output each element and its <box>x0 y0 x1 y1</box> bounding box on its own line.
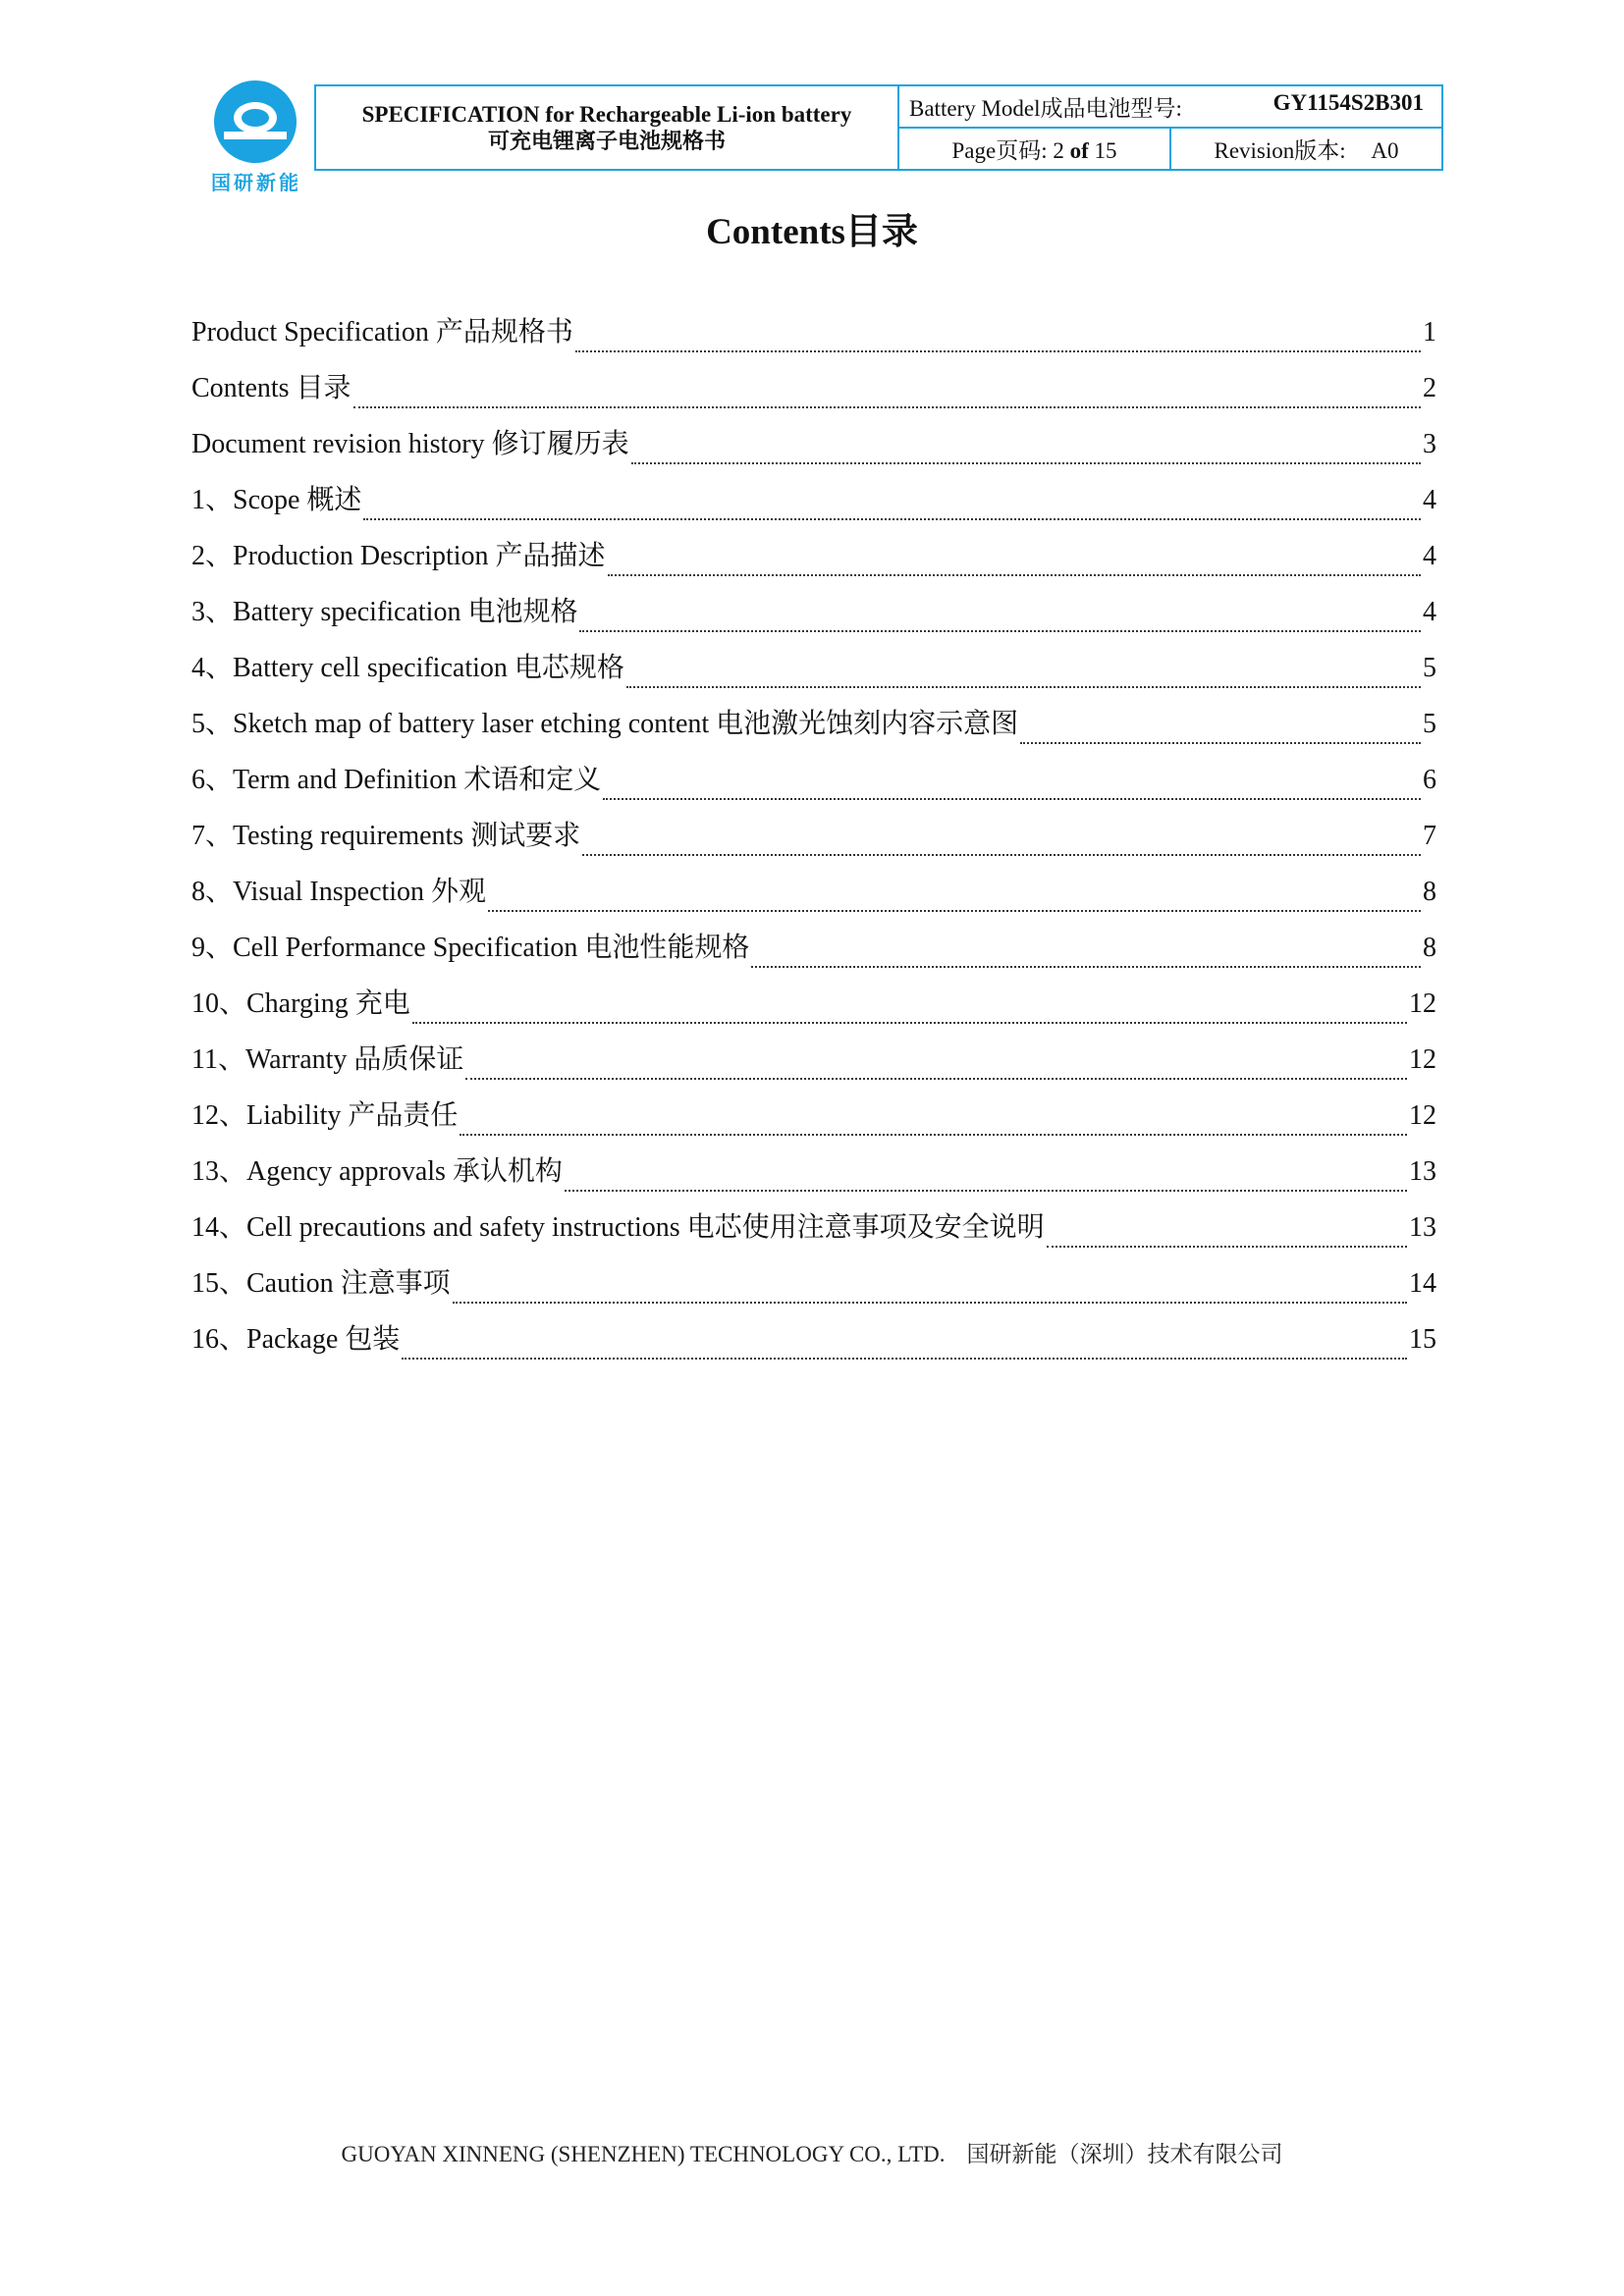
toc-entry[interactable] <box>191 1317 1436 1373</box>
toc-entry[interactable] <box>191 646 1436 702</box>
model-label: Battery Model成品电池型号: <box>909 96 1182 121</box>
toc-entry-page: 3 <box>1423 429 1436 459</box>
toc-entry-page: 4 <box>1423 541 1436 571</box>
toc-entry[interactable] <box>191 1094 1436 1149</box>
page-label: Page页码: <box>951 138 1048 163</box>
toc-entry[interactable] <box>191 870 1436 926</box>
toc-entry-label: 4、Battery cell specification 电芯规格 <box>191 653 624 683</box>
toc-leader-dots <box>751 966 1421 968</box>
toc-leader-dots <box>453 1302 1407 1304</box>
toc-entry-label: 3、Battery specification 电池规格 <box>191 597 578 627</box>
table-of-contents <box>191 310 1436 1373</box>
header-table <box>314 84 1443 171</box>
page-cell <box>898 128 1170 170</box>
toc-entry[interactable] <box>191 590 1436 646</box>
toc-entry-page: 13 <box>1409 1156 1436 1187</box>
page-title: Contents目录 <box>706 212 918 252</box>
spec-title-cn: 可充电锂离子电池规格书 <box>487 129 726 153</box>
toc-entry[interactable] <box>191 1038 1436 1094</box>
revision-cell <box>1170 128 1442 170</box>
toc-leader-dots <box>402 1358 1407 1360</box>
toc-entry[interactable] <box>191 982 1436 1038</box>
page-total: 15 <box>1094 138 1117 163</box>
toc-entry-page: 15 <box>1409 1324 1436 1355</box>
page-of: of <box>1069 138 1089 163</box>
toc-leader-dots <box>631 462 1421 464</box>
toc-leader-dots <box>363 518 1421 520</box>
toc-entry-page: 6 <box>1423 765 1436 795</box>
toc-leader-dots <box>488 910 1421 912</box>
toc-leader-dots <box>579 630 1421 632</box>
spec-title-en: SPECIFICATION for Rechargeable Li-ion battery <box>361 102 852 127</box>
toc-leader-dots <box>565 1190 1407 1192</box>
toc-entry-label: 11、Warranty 品质保证 <box>191 1044 464 1075</box>
toc-entry-page: 1 <box>1423 317 1436 347</box>
toc-entry-label: 13、Agency approvals 承认机构 <box>191 1156 563 1187</box>
toc-leader-dots <box>465 1078 1407 1080</box>
toc-entry[interactable] <box>191 310 1436 366</box>
toc-entry[interactable] <box>191 926 1436 982</box>
toc-leader-dots <box>1047 1246 1407 1248</box>
toc-entry-page: 13 <box>1409 1212 1436 1243</box>
toc-entry[interactable] <box>191 1149 1436 1205</box>
toc-entry-label: 14、Cell precautions and safety instructions 电芯使用注意事项及安全说明 <box>191 1212 1045 1243</box>
toc-entry[interactable] <box>191 1261 1436 1317</box>
toc-entry[interactable] <box>191 814 1436 870</box>
toc-entry-label: 1、Scope 概述 <box>191 485 362 515</box>
toc-entry-label: Document revision history 修订履历表 <box>191 429 629 459</box>
footer <box>0 2136 1624 2168</box>
toc-entry-label: 7、Testing requirements 测试要求 <box>191 821 581 851</box>
toc-entry[interactable] <box>191 1205 1436 1261</box>
toc-leader-dots <box>1020 742 1421 744</box>
spec-title-cell <box>315 85 898 170</box>
toc-entry[interactable] <box>191 422 1436 478</box>
toc-entry-label: 10、Charging 充电 <box>191 988 410 1019</box>
toc-entry[interactable] <box>191 478 1436 534</box>
revision-label: Revision版本: <box>1214 138 1346 163</box>
toc-entry-page: 12 <box>1409 1100 1436 1131</box>
model-value: GY1154S2B301 <box>1272 90 1425 115</box>
toc-entry-label: 12、Liability 产品责任 <box>191 1100 459 1131</box>
toc-entry-page: 4 <box>1423 597 1436 627</box>
revision-value: A0 <box>1371 138 1399 163</box>
toc-entry-page: 12 <box>1409 1044 1436 1075</box>
toc-leader-dots <box>582 854 1421 856</box>
toc-entry-label: 5、Sketch map of battery laser etching content 电池激光蚀刻内容示意图 <box>191 709 1019 739</box>
toc-entry-label: Contents 目录 <box>191 373 352 403</box>
toc-leader-dots <box>575 350 1421 352</box>
page-number: 2 <box>1053 138 1064 163</box>
toc-entry-page: 2 <box>1423 373 1436 403</box>
toc-entry-label: 2、Production Description 产品描述 <box>191 541 606 571</box>
toc-leader-dots <box>603 798 1421 800</box>
toc-entry[interactable] <box>191 702 1436 758</box>
toc-entry-label: 9、Cell Performance Specification 电池性能规格 <box>191 933 750 963</box>
battery-model-cell <box>898 85 1442 128</box>
toc-leader-dots <box>412 1022 1407 1024</box>
toc-entry-page: 5 <box>1423 709 1436 739</box>
toc-entry-label: 16、Package 包装 <box>191 1324 401 1355</box>
toc-entry-label: Product Specification 产品规格书 <box>191 317 573 347</box>
toc-entry-page: 12 <box>1409 988 1436 1019</box>
toc-entry-label: 6、Term and Definition 术语和定义 <box>191 765 602 795</box>
toc-entry-page: 4 <box>1423 485 1436 515</box>
toc-entry-page: 8 <box>1423 933 1436 963</box>
toc-entry[interactable] <box>191 366 1436 422</box>
toc-entry-page: 7 <box>1423 821 1436 851</box>
toc-leader-dots <box>608 574 1421 576</box>
toc-entry-page: 5 <box>1423 653 1436 683</box>
footer-company-cn: 国研新能（深圳）技术有限公司 <box>966 2142 1283 2166</box>
toc-entry-page: 8 <box>1423 877 1436 907</box>
toc-entry[interactable] <box>191 534 1436 590</box>
toc-entry[interactable] <box>191 758 1436 814</box>
toc-entry-label: 8、Visual Inspection 外观 <box>191 877 487 907</box>
toc-entry-label: 15、Caution 注意事项 <box>191 1268 451 1299</box>
logo-text: 国研新能 <box>211 171 301 194</box>
toc-leader-dots <box>353 406 1421 408</box>
toc-entry-page: 14 <box>1409 1268 1436 1299</box>
toc-leader-dots <box>626 686 1421 688</box>
footer-company-en: GUOYAN XINNENG (SHENZHEN) TECHNOLOGY CO., LTD. <box>341 2142 946 2166</box>
toc-leader-dots <box>460 1134 1407 1136</box>
